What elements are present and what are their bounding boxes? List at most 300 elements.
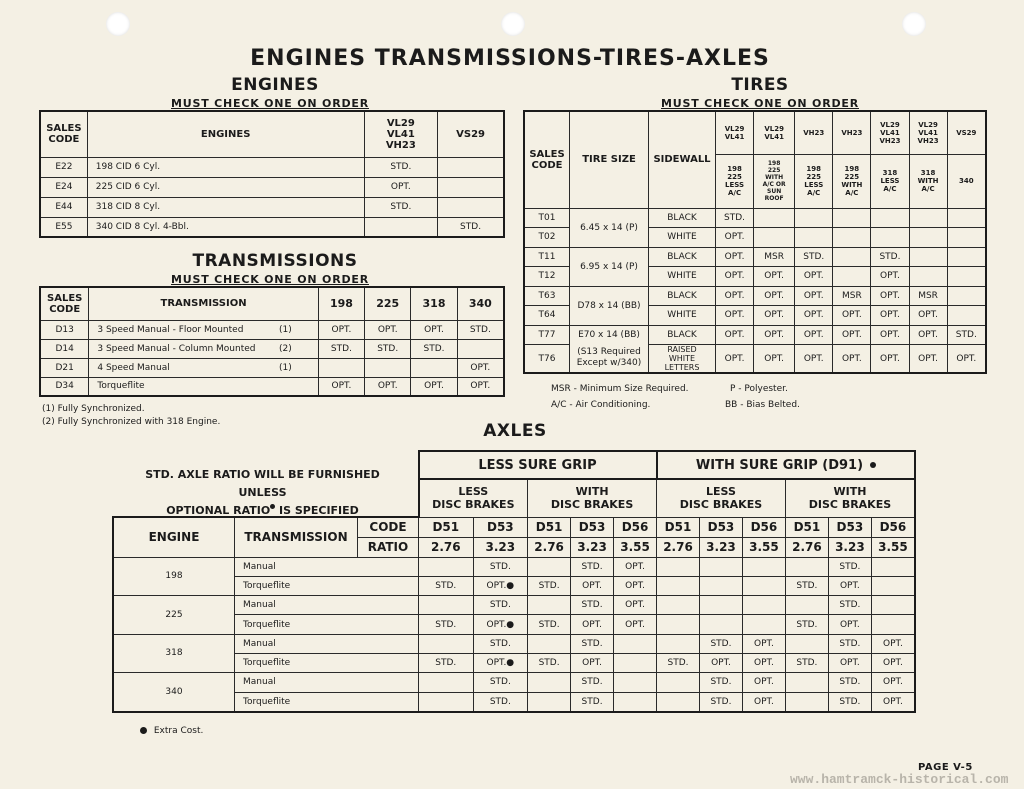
- extra-cost-text: Extra Cost.: [153, 726, 204, 736]
- tire-sales-code: T12: [524, 267, 570, 287]
- tire-availability: OPT.: [871, 286, 909, 306]
- axle-availability: [657, 634, 700, 653]
- axle-code: D51: [657, 517, 700, 537]
- axle-availability: STD.: [473, 596, 528, 615]
- transmission-footnote-ref: (1): [279, 362, 292, 373]
- axle-transmission: Torqueflite: [235, 692, 419, 712]
- extra-cost-bullet-icon: [870, 462, 876, 468]
- tires-h-top: VL29 VL41 VH23: [909, 111, 947, 154]
- tire-availability: [909, 228, 947, 248]
- axle-availability: STD.: [571, 557, 614, 576]
- tire-availability: OPT.: [754, 306, 795, 326]
- axle-engine: 225: [113, 596, 235, 635]
- axle-availability: [742, 557, 785, 576]
- tire-availability: OPT.: [795, 306, 833, 326]
- tire-availability: OPT.: [716, 228, 754, 248]
- trans-h-318: 318: [411, 287, 457, 320]
- transmission-availability: [457, 339, 504, 358]
- axle-availability: [699, 576, 742, 595]
- axle-availability: [614, 692, 657, 712]
- transmission-name: 3 Speed Manual - Column Mounted: [97, 343, 256, 354]
- tire-sidewall: BLACK: [649, 247, 716, 267]
- engines-row: [40, 197, 504, 217]
- axle-availability: STD.: [473, 692, 528, 712]
- axle-availability: [657, 576, 700, 595]
- axle-availability: STD.: [528, 653, 571, 672]
- axle-transmission: Torqueflite: [235, 615, 419, 634]
- axle-availability: OPT.: [828, 615, 871, 634]
- tire-availability: OPT.: [833, 345, 871, 374]
- tires-h-bottom: 198 225 WITH A/C: [833, 154, 871, 208]
- axle-availability: [614, 653, 657, 672]
- transmission-availability: OPT.: [318, 320, 364, 339]
- tire-availability: OPT.: [716, 286, 754, 306]
- axle-availability: OPT.: [871, 692, 915, 712]
- engine-description: 225 CID 6 Cyl.: [87, 177, 364, 197]
- trans-h-225: 225: [365, 287, 411, 320]
- axle-availability: [419, 596, 474, 615]
- axle-availability: STD.: [419, 615, 474, 634]
- punch-hole-center: [501, 12, 525, 36]
- tire-availability: OPT.: [716, 267, 754, 287]
- axle-availability: STD.: [785, 576, 828, 595]
- tire-availability: OPT.: [754, 286, 795, 306]
- axle-code: D56: [742, 517, 785, 537]
- engines-h-vl: VL29 VL41 VH23: [364, 111, 438, 157]
- tire-availability: OPT.: [795, 345, 833, 374]
- engines-table: [39, 110, 505, 238]
- axle-availability: OPT.: [871, 673, 915, 692]
- tire-availability: STD.: [716, 208, 754, 228]
- axle-availability: [419, 692, 474, 712]
- transmission-sales-code: D14: [40, 339, 89, 358]
- axle-ratio: 3.55: [871, 537, 915, 557]
- main-title: ENGINES TRANSMISSIONS-TIRES-AXLES: [250, 46, 770, 71]
- axle-transmission: Manual: [235, 673, 419, 692]
- transmission-availability: OPT.: [411, 320, 457, 339]
- axle-availability: OPT.: [571, 576, 614, 595]
- axle-availability: OPT.: [828, 576, 871, 595]
- transmission-availability: [365, 358, 411, 377]
- axle-availability: [699, 615, 742, 634]
- axle-code: D51: [419, 517, 474, 537]
- axle-row: [113, 596, 915, 615]
- extra-cost-note: [140, 726, 203, 736]
- tire-availability: OPT.: [754, 267, 795, 287]
- tire-sales-code: T02: [524, 228, 570, 248]
- axles-h-engine: ENGINE: [113, 517, 235, 557]
- axles-title: AXLES: [483, 421, 547, 441]
- engine-vs-availability: [438, 197, 504, 217]
- tires-h-bottom: 198 225 LESS A/C: [716, 154, 754, 208]
- engines-h-engines: ENGINES: [87, 111, 364, 157]
- axle-transmission: Torqueflite: [235, 576, 419, 595]
- tires-h-top: VL29 VL41: [716, 111, 754, 154]
- tires-h-bottom: 340: [947, 154, 986, 208]
- engines-row: [40, 217, 504, 237]
- tires-h-bottom: 198 225 LESS A/C: [795, 154, 833, 208]
- axle-engine: 340: [113, 673, 235, 712]
- transmission-availability: STD.: [318, 339, 364, 358]
- tire-availability: [871, 228, 909, 248]
- tire-row: [524, 247, 986, 267]
- transmission-footnote-ref: (1): [279, 324, 292, 335]
- transmission-availability: OPT.: [457, 377, 504, 396]
- axle-transmission: Manual: [235, 634, 419, 653]
- axle-availability: OPT.: [742, 692, 785, 712]
- axle-availability: OPT.: [871, 634, 915, 653]
- axles-h-ratio: RATIO: [358, 537, 419, 557]
- axle-availability: OPT.: [742, 673, 785, 692]
- tire-sales-code: T01: [524, 208, 570, 228]
- tires-h-top: VL29 VL41: [754, 111, 795, 154]
- axle-availability: [657, 692, 700, 712]
- engines-h-sales: SALES CODE: [40, 111, 87, 157]
- engine-sales-code: E55: [40, 217, 87, 237]
- tire-availability: [947, 286, 986, 306]
- axle-availability: STD.: [699, 634, 742, 653]
- extra-cost-bullet-icon: [140, 727, 147, 734]
- axle-availability: OPT.●: [473, 615, 528, 634]
- tire-availability: [871, 208, 909, 228]
- tire-size: 6.95 x 14 (P): [570, 247, 649, 286]
- axle-row: [113, 673, 915, 692]
- axles-intro-line1: STD. AXLE RATIO WILL BE FURNISHED UNLESS: [145, 468, 380, 499]
- tire-availability: OPT.: [947, 345, 986, 374]
- axle-ratio: 3.23: [473, 537, 528, 557]
- axle-ratio: 3.55: [742, 537, 785, 557]
- engines-row: [40, 157, 504, 177]
- axle-availability: OPT.: [571, 615, 614, 634]
- tire-availability: OPT.: [716, 247, 754, 267]
- transmission-description: [89, 377, 318, 396]
- tire-sales-code: T11: [524, 247, 570, 267]
- axle-availability: [419, 634, 474, 653]
- tire-availability: OPT.: [909, 345, 947, 374]
- tire-sales-code: T77: [524, 325, 570, 345]
- axles-h-less-sure-grip: LESS SURE GRIP: [419, 451, 657, 479]
- tires-note-msr: MSR - Minimum Size Required.: [551, 384, 689, 394]
- axle-availability: OPT.●: [473, 653, 528, 672]
- tire-availability: [947, 208, 986, 228]
- engine-description: 340 CID 8 Cyl. 4-Bbl.: [87, 217, 364, 237]
- axle-availability: [785, 596, 828, 615]
- engines-row: [40, 177, 504, 197]
- transmission-availability: OPT.: [365, 377, 411, 396]
- transmission-row: [40, 358, 504, 377]
- tire-availability: OPT.: [909, 325, 947, 345]
- engine-vs-availability: [438, 157, 504, 177]
- axles-intro-line2b: IS SPECIFIED: [275, 504, 359, 517]
- axle-availability: [742, 576, 785, 595]
- axle-code: D53: [473, 517, 528, 537]
- tires-h-bottom: 198 225 WITH A/C OR SUN ROOF: [754, 154, 795, 208]
- axle-transmission: Manual: [235, 596, 419, 615]
- engine-sales-code: E22: [40, 157, 87, 177]
- axle-availability: [528, 634, 571, 653]
- tire-availability: OPT.: [871, 267, 909, 287]
- axles-table: [112, 450, 916, 713]
- tires-must-check: MUST CHECK ONE ON ORDER: [661, 97, 859, 110]
- engine-vl-availability: [364, 217, 438, 237]
- tires-h-sales: SALES CODE: [524, 111, 570, 208]
- axle-availability: [614, 634, 657, 653]
- axle-availability: STD.: [419, 576, 474, 595]
- axle-availability: [657, 557, 700, 576]
- punch-hole-right: [902, 12, 926, 36]
- axle-availability: [742, 596, 785, 615]
- tire-availability: [833, 247, 871, 267]
- axle-availability: STD.: [828, 557, 871, 576]
- tire-availability: [909, 247, 947, 267]
- transmission-description: [89, 320, 318, 339]
- tire-availability: STD.: [871, 247, 909, 267]
- tire-sales-code: T76: [524, 345, 570, 374]
- tire-sidewall: BLACK: [649, 325, 716, 345]
- transmissions-table: [39, 286, 505, 397]
- tire-availability: [833, 208, 871, 228]
- transmissions-title: TRANSMISSIONS: [192, 251, 358, 271]
- axle-availability: STD.: [699, 692, 742, 712]
- transmission-sales-code: D21: [40, 358, 89, 377]
- tire-availability: STD.: [947, 325, 986, 345]
- engine-vs-availability: STD.: [438, 217, 504, 237]
- tire-availability: OPT.: [871, 345, 909, 374]
- engines-h-vs: VS29: [438, 111, 504, 157]
- axles-h-transmission: TRANSMISSION: [235, 517, 358, 557]
- tire-availability: [795, 228, 833, 248]
- axle-code: D53: [699, 517, 742, 537]
- axle-availability: STD.: [699, 673, 742, 692]
- tire-availability: [909, 267, 947, 287]
- tire-availability: [833, 267, 871, 287]
- tire-availability: [947, 247, 986, 267]
- axle-availability: [785, 634, 828, 653]
- tire-availability: OPT.: [795, 325, 833, 345]
- axle-availability: [699, 596, 742, 615]
- axle-ratio: 3.55: [614, 537, 657, 557]
- tire-sidewall: WHITE: [649, 306, 716, 326]
- engine-vl-availability: STD.: [364, 197, 438, 217]
- tire-sidewall: BLACK: [649, 208, 716, 228]
- tires-note-bb: BB - Bias Belted.: [725, 400, 800, 410]
- axle-availability: OPT.: [614, 596, 657, 615]
- transmission-footnote-ref: (2): [279, 343, 292, 354]
- axle-availability: STD.: [828, 673, 871, 692]
- tire-availability: OPT.: [795, 267, 833, 287]
- transmission-availability: STD.: [365, 339, 411, 358]
- tire-availability: MSR: [909, 286, 947, 306]
- axles-h-with-sure-grip: WITH SURE GRIP (D91): [657, 451, 915, 479]
- axle-ratio: 3.23: [699, 537, 742, 557]
- tire-availability: STD.: [795, 247, 833, 267]
- tire-availability: [947, 306, 986, 326]
- transmission-availability: OPT.: [318, 377, 364, 396]
- trans-h-sales: SALES CODE: [40, 287, 89, 320]
- axle-availability: STD.: [473, 673, 528, 692]
- axles-h-less-disc: LESS DISC BRAKES: [419, 479, 528, 517]
- axle-availability: OPT.: [614, 615, 657, 634]
- engines-must-check: MUST CHECK ONE ON ORDER: [171, 97, 369, 110]
- axle-availability: [871, 576, 915, 595]
- transmission-name: 4 Speed Manual: [97, 362, 170, 373]
- axle-availability: [871, 596, 915, 615]
- axle-ratio: 3.23: [828, 537, 871, 557]
- axle-engine: 198: [113, 557, 235, 596]
- tire-availability: OPT.: [833, 325, 871, 345]
- axle-row: [113, 634, 915, 653]
- transmission-name: 3 Speed Manual - Floor Mounted: [97, 324, 244, 335]
- axle-availability: STD.: [419, 653, 474, 672]
- axle-availability: STD.: [828, 692, 871, 712]
- engines-title: ENGINES: [231, 75, 319, 95]
- tires-h-size: TIRE SIZE: [570, 111, 649, 208]
- tires-h-bottom: 318 WITH A/C: [909, 154, 947, 208]
- axle-availability: [419, 557, 474, 576]
- trans-h-198: 198: [318, 287, 364, 320]
- axles-blank-top: [113, 451, 419, 479]
- axle-availability: [742, 615, 785, 634]
- axle-code: D51: [785, 517, 828, 537]
- tires-table: [523, 110, 987, 374]
- axle-availability: OPT.: [614, 557, 657, 576]
- axle-availability: OPT.: [614, 576, 657, 595]
- axle-availability: OPT.: [742, 634, 785, 653]
- engine-vs-availability: [438, 177, 504, 197]
- transmission-description: [89, 339, 318, 358]
- axle-transmission: Manual: [235, 557, 419, 576]
- transmission-availability: [318, 358, 364, 377]
- axle-availability: [657, 596, 700, 615]
- watermark: www.hamtramck-historical.com: [790, 772, 1009, 787]
- transmission-availability: OPT.: [457, 358, 504, 377]
- axles-h-with-disc: WITH DISC BRAKES: [785, 479, 915, 517]
- tire-availability: OPT.: [754, 345, 795, 374]
- tire-availability: OPT.: [716, 306, 754, 326]
- axles-h-less-disc: LESS DISC BRAKES: [657, 479, 786, 517]
- axle-code: D51: [528, 517, 571, 537]
- axle-availability: OPT.: [571, 653, 614, 672]
- tire-availability: OPT.: [871, 325, 909, 345]
- tire-availability: OPT.: [795, 286, 833, 306]
- tires-h-top: VH23: [833, 111, 871, 154]
- tire-availability: OPT.: [754, 325, 795, 345]
- engine-sales-code: E24: [40, 177, 87, 197]
- page-number: PAGE V-5: [918, 762, 973, 773]
- axles-intro-line2a: OPTIONAL RATIO: [166, 504, 271, 517]
- tire-availability: OPT.: [909, 306, 947, 326]
- tire-sales-code: T63: [524, 286, 570, 306]
- axle-availability: OPT.: [828, 653, 871, 672]
- axle-availability: STD.: [571, 596, 614, 615]
- axle-availability: [528, 557, 571, 576]
- axle-availability: STD.: [528, 576, 571, 595]
- tire-availability: [754, 228, 795, 248]
- axle-availability: [528, 673, 571, 692]
- tire-size: 6.45 x 14 (P): [570, 208, 649, 247]
- axle-availability: STD.: [657, 653, 700, 672]
- axle-availability: [785, 692, 828, 712]
- axle-availability: [657, 615, 700, 634]
- transmissions-must-check: MUST CHECK ONE ON ORDER: [171, 273, 369, 286]
- tire-availability: [947, 228, 986, 248]
- tires-note-ac: A/C - Air Conditioning.: [551, 400, 651, 410]
- tire-sidewall: RAISED WHITE LETTERS: [649, 345, 716, 374]
- axle-availability: STD.: [528, 615, 571, 634]
- axle-code: D53: [571, 517, 614, 537]
- trans-note-2: (2) Fully Synchronized with 318 Engine.: [42, 417, 221, 427]
- axle-availability: [699, 557, 742, 576]
- axle-availability: OPT.●: [473, 576, 528, 595]
- trans-h-transmission: TRANSMISSION: [89, 287, 318, 320]
- tires-h-top: VL29 VL41 VH23: [871, 111, 909, 154]
- tires-h-top: VS29: [947, 111, 986, 154]
- axle-availability: [871, 557, 915, 576]
- tire-row: [524, 345, 986, 374]
- axle-availability: [785, 557, 828, 576]
- axle-row: [113, 557, 915, 576]
- axle-availability: OPT.: [871, 653, 915, 672]
- engine-sales-code: E44: [40, 197, 87, 217]
- tire-size: D78 x 14 (BB): [570, 286, 649, 325]
- axle-availability: [419, 673, 474, 692]
- tire-availability: MSR: [833, 286, 871, 306]
- axle-availability: STD.: [828, 596, 871, 615]
- tire-availability: OPT.: [833, 306, 871, 326]
- axle-availability: STD.: [473, 557, 528, 576]
- tire-size: E70 x 14 (BB): [570, 325, 649, 345]
- transmission-sales-code: D34: [40, 377, 89, 396]
- tire-availability: OPT.: [716, 325, 754, 345]
- tire-availability: [795, 208, 833, 228]
- tire-availability: [909, 208, 947, 228]
- axle-availability: STD.: [473, 634, 528, 653]
- axle-availability: [528, 596, 571, 615]
- axle-ratio: 2.76: [419, 537, 474, 557]
- tire-row: [524, 208, 986, 228]
- punch-hole-left: [106, 12, 130, 36]
- tires-title: TIRES: [731, 75, 789, 95]
- tire-sidewall: WHITE: [649, 228, 716, 248]
- axle-availability: OPT.: [742, 653, 785, 672]
- axle-availability: [785, 673, 828, 692]
- axle-availability: STD.: [571, 634, 614, 653]
- trans-note-1: (1) Fully Synchronized.: [42, 404, 145, 414]
- transmission-availability: OPT.: [411, 377, 457, 396]
- tires-h-sidewall: SIDEWALL: [649, 111, 716, 208]
- axle-availability: [657, 673, 700, 692]
- axle-code: D53: [828, 517, 871, 537]
- axle-code: D56: [614, 517, 657, 537]
- axle-ratio: 3.23: [571, 537, 614, 557]
- transmission-availability: [411, 358, 457, 377]
- axles-h-with-disc: WITH DISC BRAKES: [528, 479, 657, 517]
- axle-availability: STD.: [785, 615, 828, 634]
- transmission-row: [40, 377, 504, 396]
- engine-vl-availability: STD.: [364, 157, 438, 177]
- tire-availability: OPT.: [871, 306, 909, 326]
- transmission-sales-code: D13: [40, 320, 89, 339]
- axle-ratio: 2.76: [528, 537, 571, 557]
- tire-availability: [754, 208, 795, 228]
- tire-size: (S13 Required Except w/340): [570, 345, 649, 374]
- tire-sidewall: WHITE: [649, 267, 716, 287]
- tire-availability: MSR: [754, 247, 795, 267]
- tires-note-p: P - Polyester.: [730, 384, 788, 394]
- axle-availability: STD.: [571, 673, 614, 692]
- transmission-name: Torqueflite: [97, 381, 145, 392]
- transmission-availability: OPT.: [365, 320, 411, 339]
